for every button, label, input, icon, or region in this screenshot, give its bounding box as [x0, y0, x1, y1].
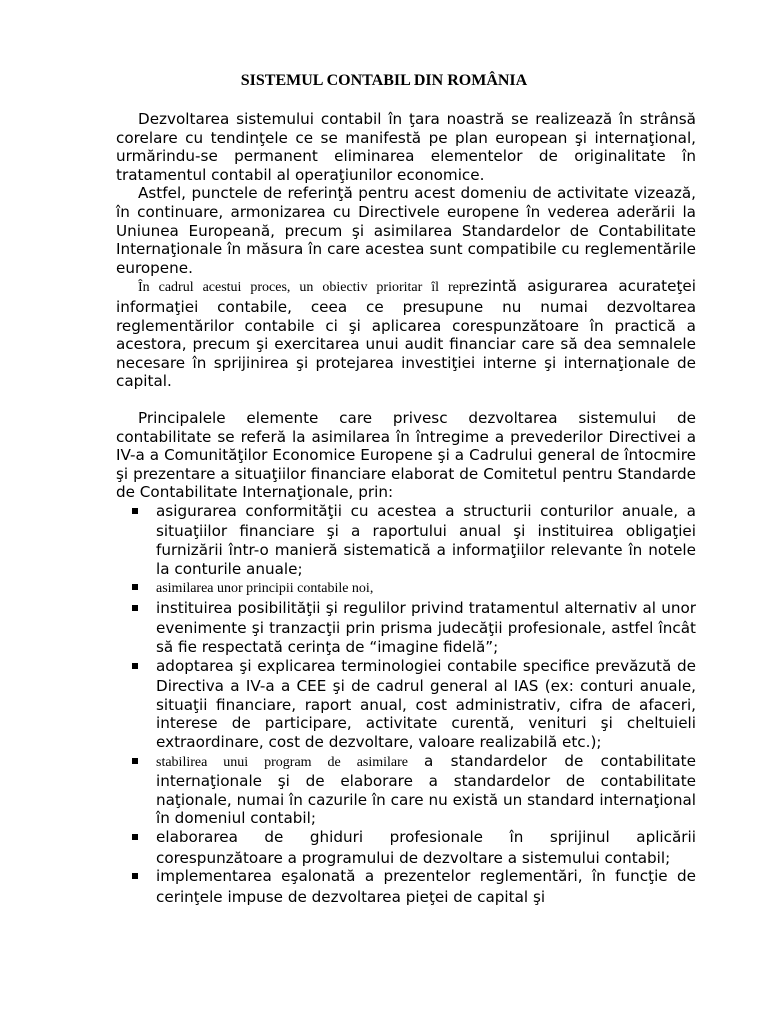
paragraph-proces-sans-text: ezintă asigurarea acurateţei informaţiei contabile, ceea ce presupune nu numai dezvoltarea reglementărilor contabile ci şi aplicarea corespunzătoare în practică a acestora, precum şi exercitarea unui audit financiar care să dea semnalele necesare în sprijinirea şi protejarea investiţiei interne şi internaţionale de capital. — [116, 277, 696, 391]
bullet-list — [116, 502, 696, 906]
paragraph-proces-serif-text: În cadrul acestui proces, un obiectiv prioritar îl repr — [138, 280, 471, 296]
list-item-text: a standardelor de contabilitate internaţionale şi de elaborare a standardelor de contabilitate naţionale, numai în cazurile în care nu există un standard internaţional în domeniul contabil; — [156, 751, 696, 828]
paragraph-proces — [116, 277, 696, 391]
paragraph-principalele: Principalele elemente care privesc dezvoltarea sistemului de contabilitate se referă la asimilarea în întregime a prevederilor Directivei a IV-a a Comunităţilor Economice Europene şi a Cadrului general de întocmire şi prezentare a situaţiilor financiare elaborat de Comitetul pentru Standarde de Contabilitate Internaţionale, prin: — [116, 408, 696, 502]
list-item-text: adoptarea şi explicarea terminologiei contabile specifice prevăzută de Directiva a IV-a a CEE şi de cadrul general al IAS (ex: conturi anuale, situaţii financiare, raport anual, cost administrativ, cifra de afaceri, interese de participare, activitate curentă, venituri şi cheltuieli extraordinare, cost de dezvoltare, valoare realizabilă etc.); — [156, 656, 696, 751]
list-item — [116, 502, 696, 578]
list-item — [116, 599, 696, 657]
square-bullet-icon — [132, 605, 138, 611]
list-item-serif-text: asimilarea unor principii contabile noi, — [156, 581, 374, 597]
list-item-text: asigurarea conformităţii cu acestea a structurii conturilor anuale, a situaţiilor financiare şi a raportului anual şi instituirea obligaţiei furnizării într-o manieră sistematică a informaţiilor relevante în notele la conturile anuale; — [156, 501, 696, 578]
document-body — [116, 110, 696, 906]
paragraph-dezvoltarea: Dezvoltarea sistemului contabil în ţara noastră se realizează în strânsă corelare cu tendinţele ce se manifestă pe plan european şi internaţional, urmărindu-se permanent eliminarea elementelor de originalitate în tratamentul contabil al operaţiunilor economice. — [116, 110, 696, 184]
list-item — [116, 752, 696, 828]
square-bullet-icon — [132, 873, 138, 879]
square-bullet-icon — [132, 758, 138, 764]
square-bullet-icon — [132, 508, 138, 514]
square-bullet-icon — [132, 584, 138, 590]
paragraph-spacer — [116, 391, 696, 409]
list-item-text: instituirea posibilităţii şi regulilor privind tratamentul alternativ al unor evenimente şi tranzacţii prin prisma judecăţii profesionale, astfel încât să fie respectată cerinţa de “imagine fidelă”; — [156, 598, 696, 657]
list-item — [116, 578, 696, 599]
square-bullet-icon — [132, 663, 138, 669]
list-item-serif-text: stabilirea unui program de asimilare — [156, 754, 424, 770]
square-bullet-icon — [132, 834, 138, 840]
list-item-text: implementarea eşalonată a prezentelor reglementări, în funcţie de cerinţele impuse de dezvoltarea pieţei de capital şi — [156, 867, 696, 906]
list-item — [116, 657, 696, 752]
list-item — [116, 867, 696, 906]
paragraph-astfel: Astfel, punctele de referinţă pentru acest domeniu de activitate vizează, în continuare, armonizarea cu Directivele europene în vederea aderării la Uniunea Europeană, precum şi asimilarea Standardelor de Contabilitate Internaţionale în măsura în care acestea sunt compatibile cu reglementările europene. — [116, 184, 696, 277]
list-item — [116, 828, 696, 867]
document-title: SISTEMUL CONTABIL DIN ROMÂNIA — [240, 72, 528, 89]
list-item-text: elaborarea de ghiduri profesionale în sprijinul aplicării corespunzătoare a programului de dezvoltare a sistemului contabil; — [156, 827, 696, 867]
